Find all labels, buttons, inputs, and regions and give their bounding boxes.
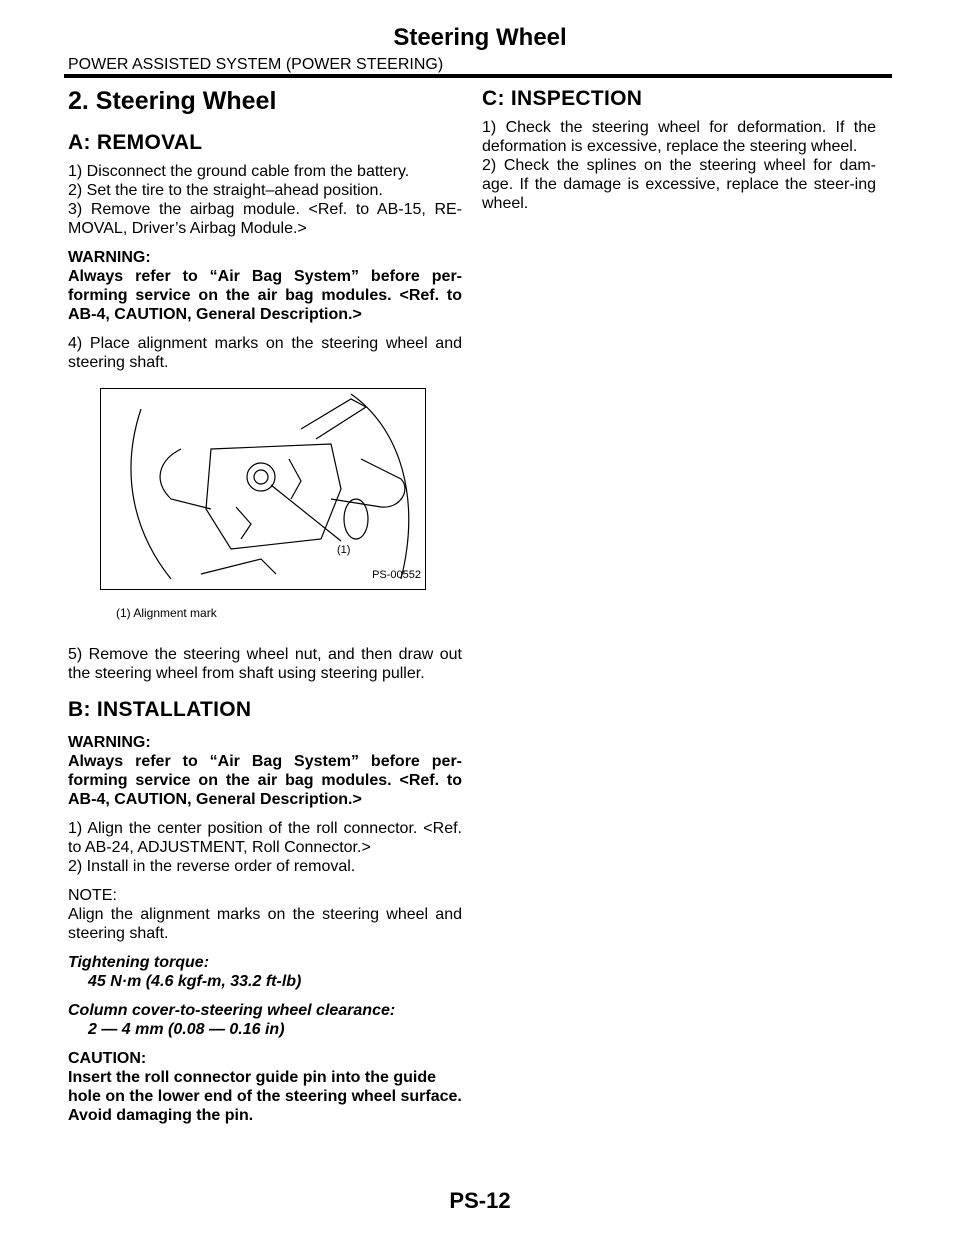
- removal-heading: A: REMOVAL: [68, 131, 203, 154]
- removal-step-3: 3) Remove the airbag module. <Ref. to AB-15, RE-MOVAL, Driver’s Airbag Module.>: [68, 201, 462, 237]
- page-number: PS-12: [449, 1188, 511, 1213]
- note-label: NOTE:: [68, 887, 117, 904]
- removal-warning-label: WARNING:: [68, 249, 151, 266]
- note-text: Align the alignment marks on the steering wheel and steering shaft.: [68, 906, 462, 942]
- installation-heading: B: INSTALLATION: [68, 698, 252, 721]
- installation-step-1: 1) Align the center position of the roll connector. <Ref. to AB-24, ADJUSTMENT, Roll Connector.>: [68, 820, 462, 856]
- steering-wheel-illustration: [101, 389, 425, 589]
- hub: [206, 444, 341, 549]
- inspection-step-1: 1) Check the steering wheel for deformation. If the deformation is excessive, replace the steering wheel.: [482, 119, 876, 155]
- torque-value: 45 N·m (4.6 kgf-m, 33.2 ft-lb): [88, 973, 302, 990]
- steering-wheel-figure: [100, 388, 426, 590]
- clearance-label: Column cover-to-steering wheel clearance:: [68, 1002, 396, 1019]
- clearance-value: 2 — 4 mm (0.08 — 0.16 in): [88, 1021, 285, 1038]
- wheel-rim-right: [351, 394, 409, 579]
- inspection-step-2: 2) Check the splines on the steering wheel for dam-age. If the damage is excessive, replace the steer-ing wheel.: [482, 157, 876, 212]
- removal-step-4: 4) Place alignment marks on the steering wheel and steering shaft.: [68, 335, 462, 371]
- section-heading: 2. Steering Wheel: [68, 87, 277, 115]
- section-subtitle: POWER ASSISTED SYSTEM (POWER STEERING): [68, 56, 444, 73]
- figure-caption: (1) Alignment mark: [116, 606, 217, 620]
- caution-text: Insert the roll connector guide pin into the guide hole on the lower end of the steering wheel surface. Avoid damaging the pin.: [68, 1069, 462, 1124]
- callout-leader: [271, 485, 341, 541]
- steering-nut: [247, 463, 275, 491]
- inspection-heading: C: INSPECTION: [482, 87, 643, 110]
- page-title: Steering Wheel: [393, 24, 567, 51]
- header-divider: [64, 74, 892, 78]
- installation-warning-label: WARNING:: [68, 734, 151, 751]
- spoke-left: [160, 449, 211, 509]
- removal-step-1: 1) Disconnect the ground cable from the battery.: [68, 163, 410, 180]
- right-column: [482, 86, 876, 213]
- torque-label: Tightening torque:: [68, 954, 210, 971]
- wheel-rim-left: [131, 409, 171, 579]
- left-column: [68, 86, 462, 1125]
- figure-callout-1: (1): [337, 544, 351, 556]
- cable: [301, 399, 366, 439]
- figure-code: PS-00552: [372, 569, 421, 581]
- installation-step-2: 2) Install in the reverse order of removal.: [68, 858, 356, 875]
- spoke-right: [331, 459, 405, 507]
- removal-step-5: 5) Remove the steering wheel nut, and then draw out the steering wheel from shaft using steering puller.: [68, 646, 462, 682]
- removal-warning-text: Always refer to “Air Bag System” before per-forming service on the air bag modules. <Ref. to AB-4, CAUTION, General Description.>: [68, 268, 462, 323]
- removal-step-2: 2) Set the tire to the straight–ahead position.: [68, 182, 383, 199]
- caution-label: CAUTION:: [68, 1050, 147, 1067]
- installation-warning-text: Always refer to “Air Bag System” before per-forming service on the air bag modules. <Ref. to AB-4, CAUTION, General Description.>: [68, 753, 462, 808]
